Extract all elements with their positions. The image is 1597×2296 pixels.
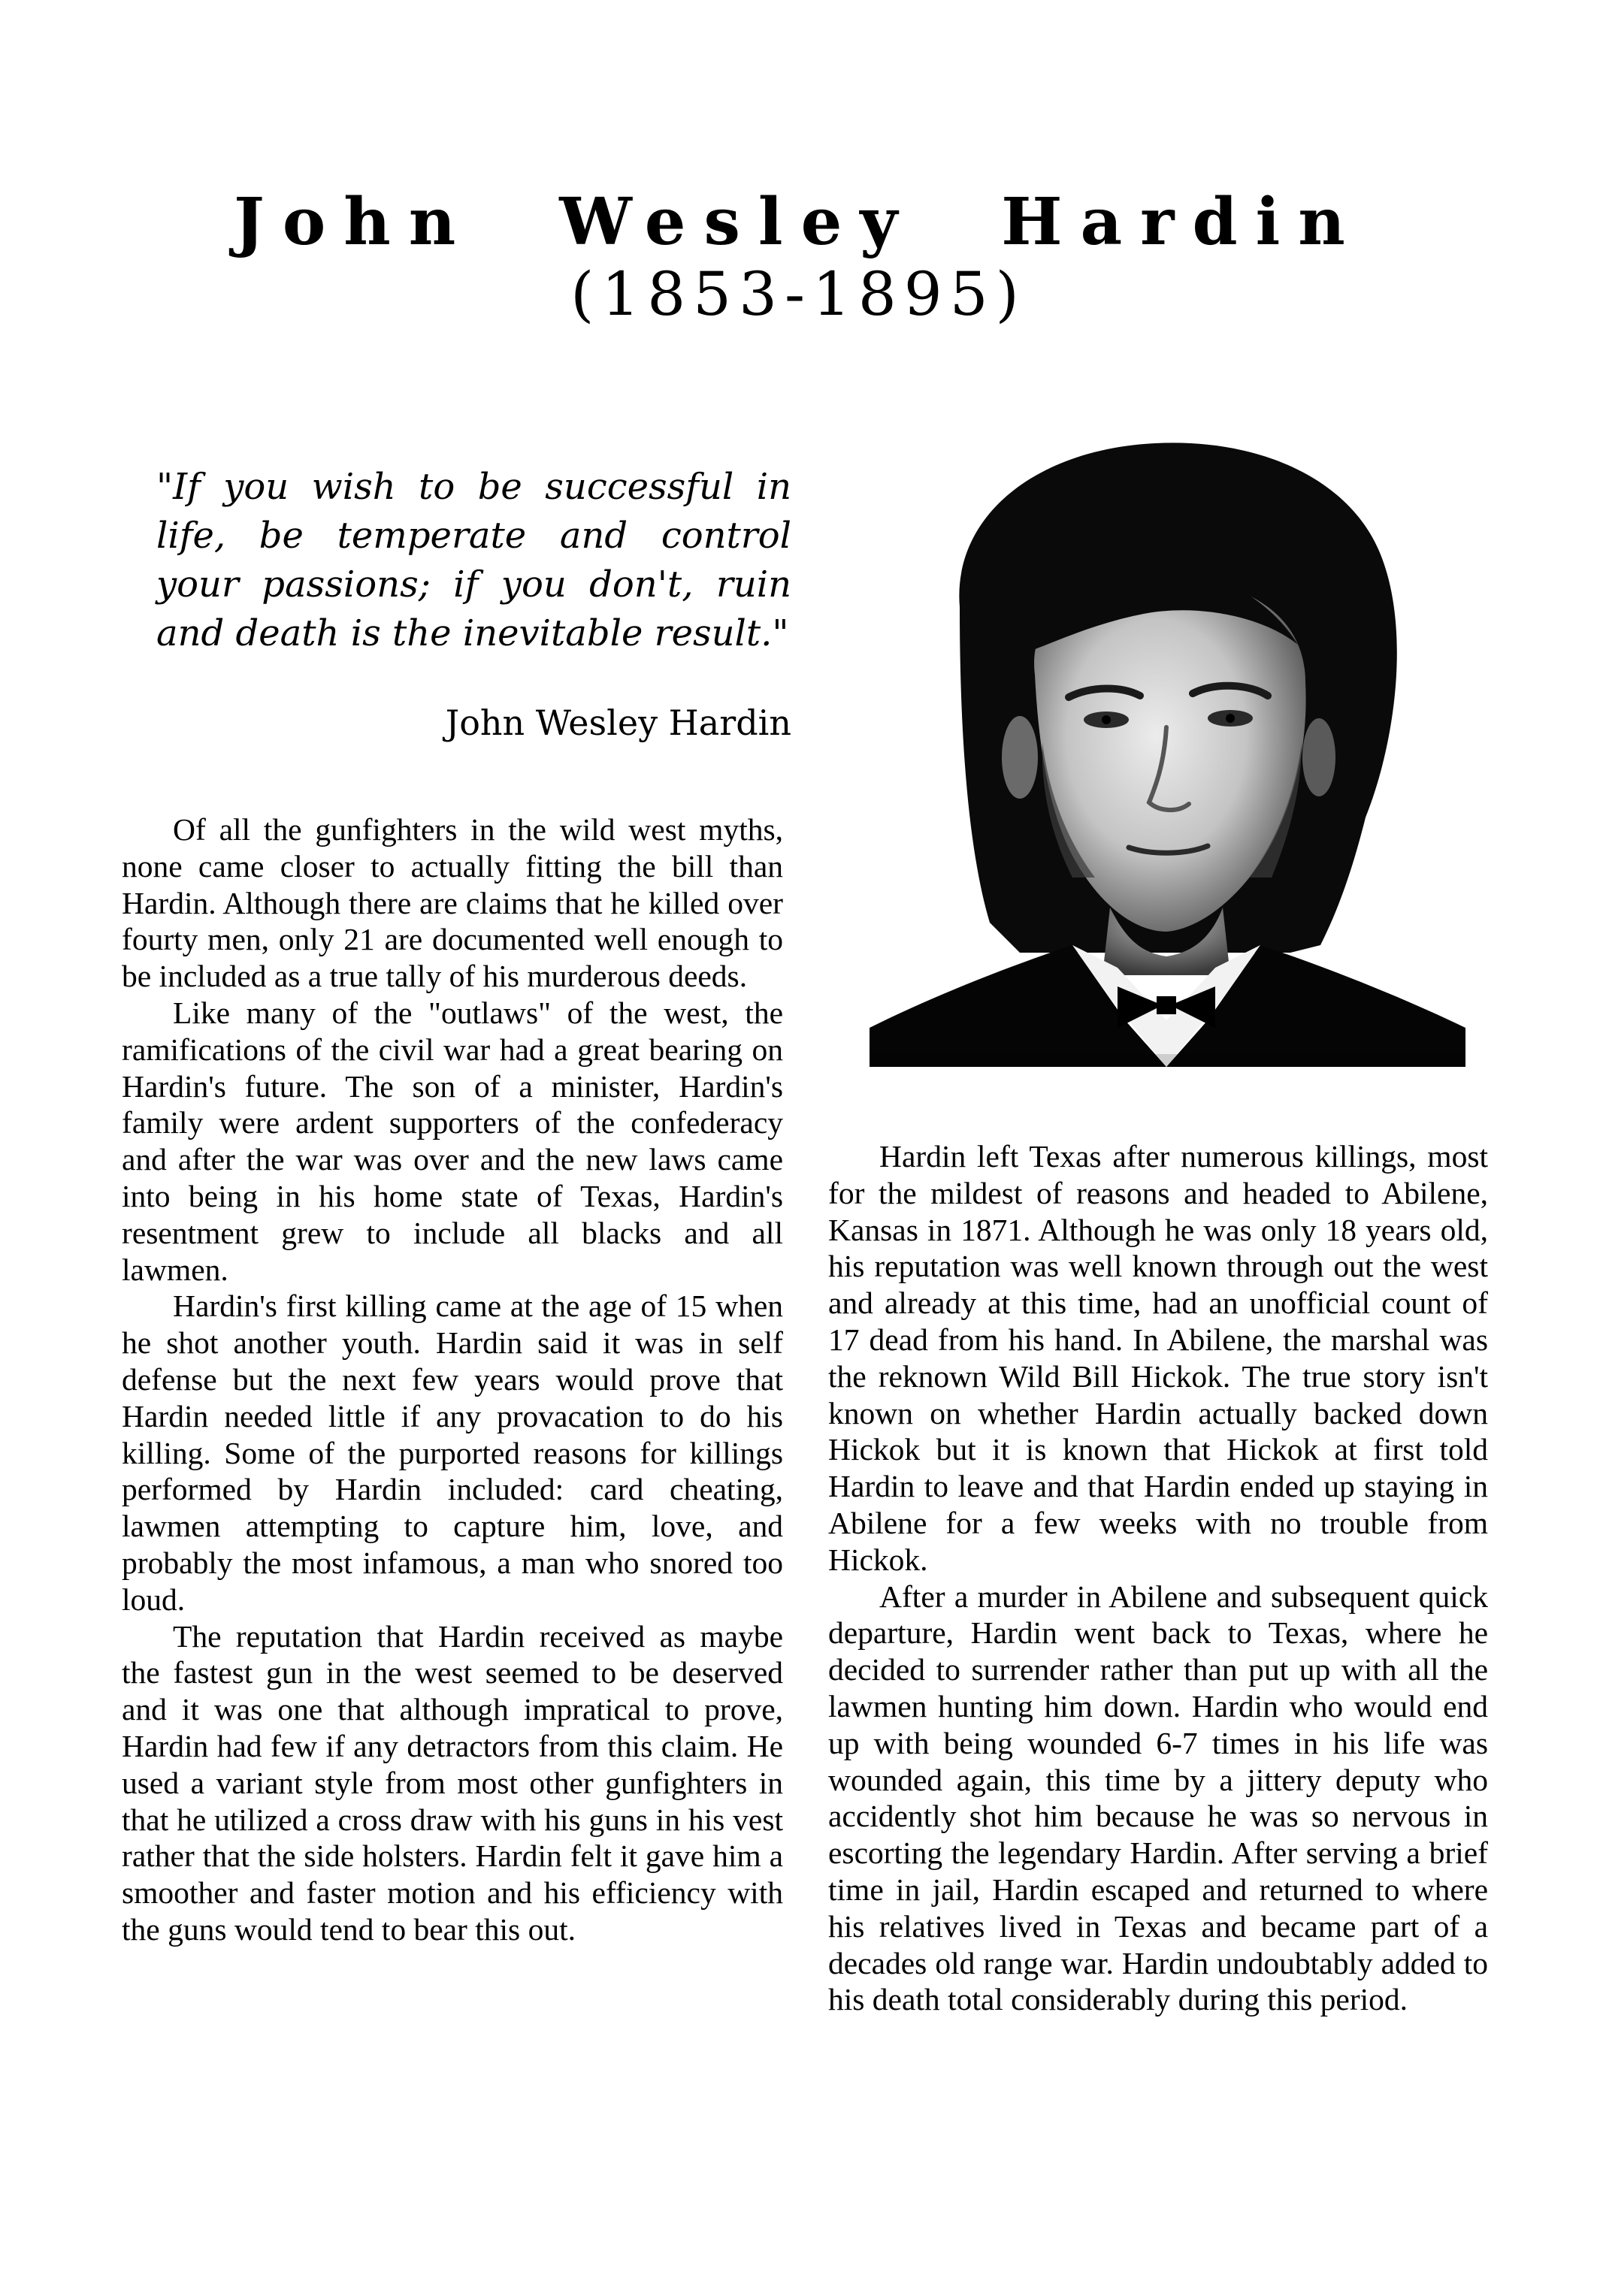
article-column-right xyxy=(828,1138,1488,2018)
article-paragraph: Hardin left Texas after numerous killings, most for the mildest of reasons and headed to Abilene, Kansas in 1871. Although he was only 18 years old, his reputation was well known through out the west and already at this time, had an unofficial count of 17 dead from his hand. In Abilene, the marshal was the reknown Wild Bill Hickok. The true story isn't known on whether Hardin actually backed down Hickok but it is known that Hickok at first told Hardin to leave and that Hardin ended up staying in Abilene for a few weeks with no trouble from Hickok. xyxy=(828,1139,1488,1577)
article-paragraph: After a murder in Abilene and subsequent quick departure, Hardin went back to Texas, where he decided to surrender rather than put up with all the lawmen hunting him down. Hardin who would end up with being wounded 6-7 times in his life was wounded again, this time by a jittery deputy who accidently shot him because he was so nervous in escorting the legendary Hardin. After serving a brief time in jail, Hardin escaped and returned to where his relatives lived in Texas and became part of a decades old range war. Hardin undoubtably added to his death total considerably during this period. xyxy=(828,1578,1488,2017)
portrait-photo xyxy=(870,427,1465,1067)
quote-text: "If you wish to be successful in life, be temperate and control your passions; if you don't, ruin and death is the inevitable result." xyxy=(156,466,791,654)
quote-attribution: John Wesley Hardin xyxy=(445,702,791,743)
article-paragraph: Like many of the "outlaws" of the west, the ramifications of the civil war had a great bearing on Hardin's future. The son of a minister, Hardin's family were ardent supporters of the confederacy and after the war was over and the new laws came into being in his home state of Texas, Hardin's resentment grew to include all blacks and all lawmen. xyxy=(122,995,783,1287)
page-subtitle-years: (1853-1895) xyxy=(570,259,1027,329)
article-paragraph: Hardin's first killing came at the age of 15 when he shot another youth. Hardin said it was in self defense but the next few years would prove that Hardin needed little if any provacation to do his killing. Some of the purported reasons for killings performed by Hardin included: card cheating, lawmen attempting to capture him, love, and probably the most infamous, a man who snored too loud. xyxy=(122,1288,783,1617)
article-column-left xyxy=(122,811,783,1948)
page-title: John Wesley Hardin xyxy=(234,184,1363,260)
article-paragraph: The reputation that Hardin received as maybe the fastest gun in the west seemed to be deserved and it was one that although impratical to prove, Hardin had few if any detractors from this claim. He used a variant style from most other gunfighters in that he utilized a cross draw with his guns in his vest rather that the side holsters. Hardin felt it gave him a smoother and faster motion and his efficiency with the guns would tend to bear this out. xyxy=(122,1618,783,1947)
article-paragraph: Of all the gunfighters in the wild west myths, none came closer to actually fitting the bill than Hardin. Although there are claims that he killed over fourty men, only 21 are documented well enough to be included as a true tally of his murderous deeds. xyxy=(122,812,783,994)
